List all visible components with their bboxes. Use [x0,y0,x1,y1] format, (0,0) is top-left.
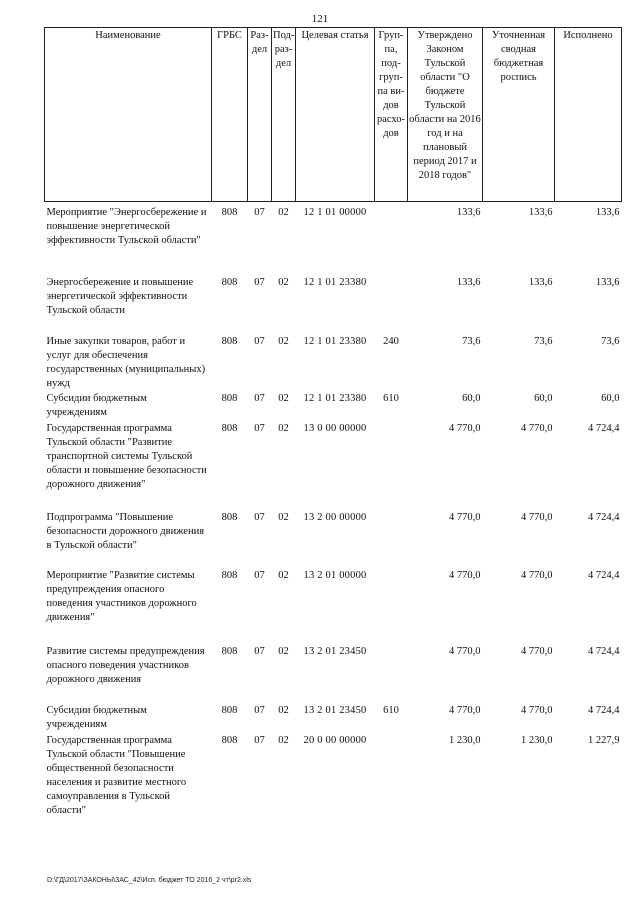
row-approved: 4 770,0 [449,422,481,434]
row-group [375,511,408,569]
row-refined: 4 770,0 [521,645,553,657]
row-executed: 73,6 [601,335,620,347]
row-approved: 4 770,0 [449,645,481,657]
header-target: Целевая статья [296,28,375,202]
table-row [45,645,622,704]
row-grbs: 808 [221,704,238,716]
row-approved: 4 770,0 [449,511,481,523]
row-approved: 1 230,0 [449,734,481,746]
row-target: 12 1 01 23380 [303,392,367,404]
row-executed: 133,6 [595,276,620,288]
row-refined: 1 230,0 [521,734,553,746]
row-name: Подпрограмма "Повышение безопасности дорожного движения в Тульской области" [46,511,205,551]
row-refined: 4 770,0 [521,569,553,581]
row-name: Иные закупки товаров, работ и услуг для обеспечения государственных (муниципальных) нужд [46,335,206,389]
row-executed: 4 724,4 [588,569,620,581]
row-razdel: 07 [254,704,265,716]
header-podrazdel: Под-раз-дел [272,28,296,202]
row-executed: 4 724,4 [588,511,620,523]
row-grbs: 808 [221,207,238,218]
table-row [45,569,622,645]
table-row [45,734,622,824]
row-razdel: 07 [254,207,265,218]
row-name: Субсидии бюджетным учреждениям [46,392,147,418]
row-approved: 4 770,0 [449,569,481,581]
row-podrazdel: 02 [278,335,289,347]
header-refined: Уточненная сводная бюджетная роспись [483,28,555,202]
row-razdel: 07 [254,734,265,746]
row-grbs: 808 [221,335,238,347]
file-path-footer: D:\ГД\2017\ЗАКОНЫ\ЗАС_42\Исп. бюджет ТО 2016_2 чт\pr2.xls [47,877,252,884]
row-podrazdel: 02 [278,734,289,746]
row-razdel: 07 [254,276,265,288]
row-refined: 4 770,0 [521,704,553,716]
row-razdel: 07 [254,511,265,523]
row-target: 12 1 01 23380 [303,276,367,288]
row-razdel: 07 [254,422,265,434]
row-executed: 4 724,4 [588,704,620,716]
row-target: 13 0 00 00000 [303,422,367,434]
row-refined: 133,6 [528,207,553,218]
row-group [375,202,408,276]
row-name: Государственная программа Тульской области "Развитие транспортной системы Тульской области и повышение безопасности дорожного движения" [46,422,207,490]
row-executed: 1 227,9 [588,734,620,746]
row-approved: 4 770,0 [449,704,481,716]
row-grbs: 808 [221,569,238,581]
row-approved: 73,6 [462,335,481,347]
row-group [375,645,408,704]
row-group [375,422,408,511]
row-target: 13 2 00 00000 [303,511,367,523]
row-podrazdel: 02 [278,569,289,581]
table-row [45,276,622,335]
header-row [45,28,622,202]
row-refined: 73,6 [534,335,553,347]
row-grbs: 808 [221,645,238,657]
row-group: 610 [383,392,399,404]
row-grbs: 808 [221,511,238,523]
row-refined: 60,0 [534,392,553,404]
row-target: 13 2 01 23450 [303,704,367,716]
row-name: Развитие системы предупреждения опасного поведения участников дорожного движения [46,645,205,685]
row-podrazdel: 02 [278,392,289,404]
row-name: Мероприятие "Энергосбережение и повышение энергетической эффективности Тульской области" [46,207,207,246]
row-executed: 4 724,4 [588,422,620,434]
header-approved: Утверждено Законом Тульской области "О бюджете Тульской области на 2016 год и на плановый период 2017 и 2018 годов" [408,28,483,202]
row-podrazdel: 02 [278,645,289,657]
row-name: Энергосбережение и повышение энергетической эффективности Тульской области [46,276,194,316]
table-row [45,202,622,276]
row-razdel: 07 [254,569,265,581]
row-name: Мероприятие "Развитие системы предупреждения опасного поведения участников дорожного движения" [46,569,197,623]
row-podrazdel: 02 [278,207,289,218]
row-target: 13 2 01 00000 [303,569,367,581]
table-row [45,511,622,569]
header-razdel: Раз-дел [248,28,272,202]
row-group [375,276,408,335]
row-refined: 4 770,0 [521,422,553,434]
row-name: Субсидии бюджетным учреждениям [46,704,147,730]
row-group [375,569,408,645]
row-target: 13 2 01 23450 [303,645,367,657]
table-row [45,704,622,734]
row-executed: 133,6 [595,207,620,218]
table-row [45,392,622,422]
row-podrazdel: 02 [278,276,289,288]
row-group: 610 [383,704,399,716]
page-number: 121 [311,13,329,25]
row-razdel: 07 [254,645,265,657]
row-target: 20 0 00 00000 [303,734,367,746]
row-approved: 133,6 [456,276,481,288]
header-grbs: ГРБС [212,28,248,202]
row-group [375,734,408,824]
row-grbs: 808 [221,734,238,746]
header-name: Наименование [45,28,212,202]
table-row [45,335,622,392]
row-podrazdel: 02 [278,704,289,716]
row-refined: 133,6 [528,276,553,288]
row-executed: 60,0 [601,392,620,404]
row-target: 12 1 01 00000 [303,207,367,218]
row-executed: 4 724,4 [588,645,620,657]
row-approved: 60,0 [462,392,481,404]
header-group: Груп-па, под-груп-па ви-дов расхо-дов [375,28,408,202]
row-approved: 133,6 [456,207,481,218]
row-grbs: 808 [221,392,238,404]
row-podrazdel: 02 [278,422,289,434]
budget-table [44,27,622,824]
row-grbs: 808 [221,276,238,288]
row-podrazdel: 02 [278,511,289,523]
row-target: 12 1 01 23380 [303,335,367,347]
row-group: 240 [383,335,399,347]
table-row [45,422,622,511]
row-razdel: 07 [254,335,265,347]
row-grbs: 808 [221,422,238,434]
header-executed: Исполнено [555,28,622,202]
row-name: Государственная программа Тульской области "Повышение общественной безопасности населения и развитие местного самоуправления в Тульской области" [46,734,187,816]
row-razdel: 07 [254,392,265,404]
row-refined: 4 770,0 [521,511,553,523]
